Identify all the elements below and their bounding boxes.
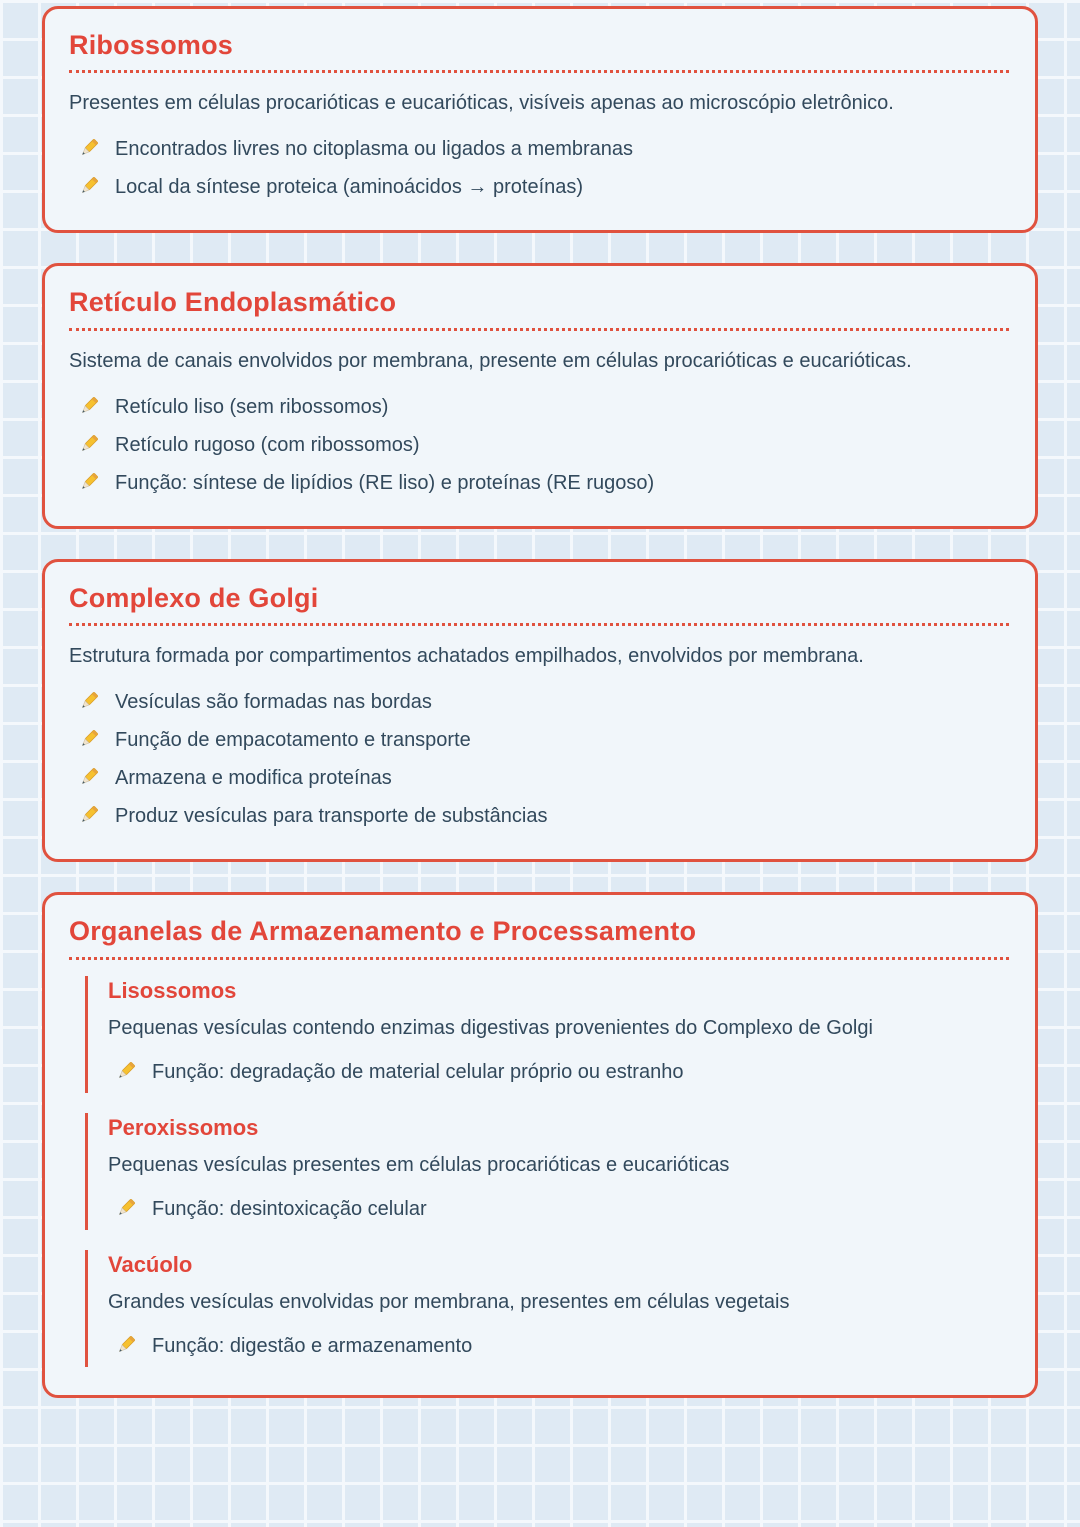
subsection-title: Vacúolo [108,1251,193,1277]
subsection-lisossomos [85,976,1009,1093]
pencil-icon [77,137,100,160]
pencil-icon [114,1060,137,1083]
pencil-icon [77,433,100,456]
card-organelas-armazenamento [42,892,1038,1397]
bullet-item [69,721,1009,759]
bullet-item [69,683,1009,721]
card-title: Organelas de Armazenamento e Processamento [69,916,697,947]
bullet-text: Retículo liso (sem ribossomos) [115,395,389,418]
bullet-item [69,797,1009,835]
bullet-text: Produz vesículas para transporte de substâncias [115,805,548,828]
bullet-text: Retículo rugoso (com ribossomos) [115,433,420,456]
pencil-icon [77,766,100,789]
bullet-item [69,168,1009,206]
bullet-text: Armazena e modifica proteínas [115,767,392,790]
card-complexo-de-golgi [42,559,1038,862]
card-title: Ribossomos [69,30,234,60]
bullet-list [108,1053,1009,1091]
pencil-icon [77,690,100,713]
pencil-icon [77,175,100,198]
card-ribossomos [42,6,1038,233]
bullet-text: Encontrados livres no citoplasma ou ligados a membranas [115,138,634,161]
card-title: Complexo de Golgi [69,582,319,613]
bullet-text: Vesículas são formadas nas bordas [115,691,432,714]
subsection-title: Peroxissomos [108,1114,259,1140]
bullet-item [108,1053,1009,1091]
bullet-item [69,426,1009,464]
card-reticulo-endoplasmatico [42,263,1038,528]
card-description: Presentes em células procarióticas e eucarióticas, visíveis apenas ao microscópio eletrônico. [69,92,894,115]
bullet-item [69,388,1009,426]
pencil-icon [114,1334,137,1357]
pencil-icon [77,728,100,751]
bullet-text: Função de empacotamento e transporte [115,729,471,752]
bullet-text: Função: digestão e armazenamento [152,1334,473,1357]
bullet-text: Local da síntese proteica (aminoácidos → proteínas) [115,176,584,199]
pencil-icon [114,1197,137,1220]
card-description: Estrutura formada por compartimentos achatados empilhados, envolvidos por membrana. [69,645,864,668]
bullet-list [69,683,1009,835]
bullet-text: Função: degradação de material celular próprio ou estranho [152,1060,684,1083]
pencil-icon [77,395,100,418]
dotted-divider [69,623,1009,626]
pencil-icon [77,804,100,827]
bullet-text: Função: desintoxicação celular [152,1197,427,1220]
bullet-item [69,464,1009,502]
dotted-divider [69,70,1009,73]
subsection-description: Grandes vesículas envolvidas por membrana, presentes em células vegetais [108,1290,790,1313]
subsection-description: Pequenas vesículas contendo enzimas digestivas provenientes do Complexo de Golgi [108,1016,873,1039]
bullet-item [108,1327,1009,1365]
bullet-list [108,1327,1009,1365]
card-title: Retículo Endoplasmático [69,287,397,318]
subsection-peroxissomos [85,1113,1009,1230]
bullet-list [69,388,1009,502]
dotted-divider [69,328,1009,331]
pencil-icon [77,471,100,494]
bullet-list [69,130,1009,206]
bullet-text: Função: síntese de lipídios (RE liso) e proteínas (RE rugoso) [115,471,655,494]
subsection-description: Pequenas vesículas presentes em células procarióticas e eucarióticas [108,1153,730,1176]
subsection-vacuolo [85,1250,1009,1367]
subsection-title: Lisossomos [108,977,237,1003]
bullet-list [108,1190,1009,1228]
dotted-divider [69,957,1009,960]
bullet-item [108,1190,1009,1228]
bullet-item [69,759,1009,797]
bullet-item [69,130,1009,168]
card-description: Sistema de canais envolvidos por membrana, presente em células procarióticas e eucarióticas. [69,349,912,372]
